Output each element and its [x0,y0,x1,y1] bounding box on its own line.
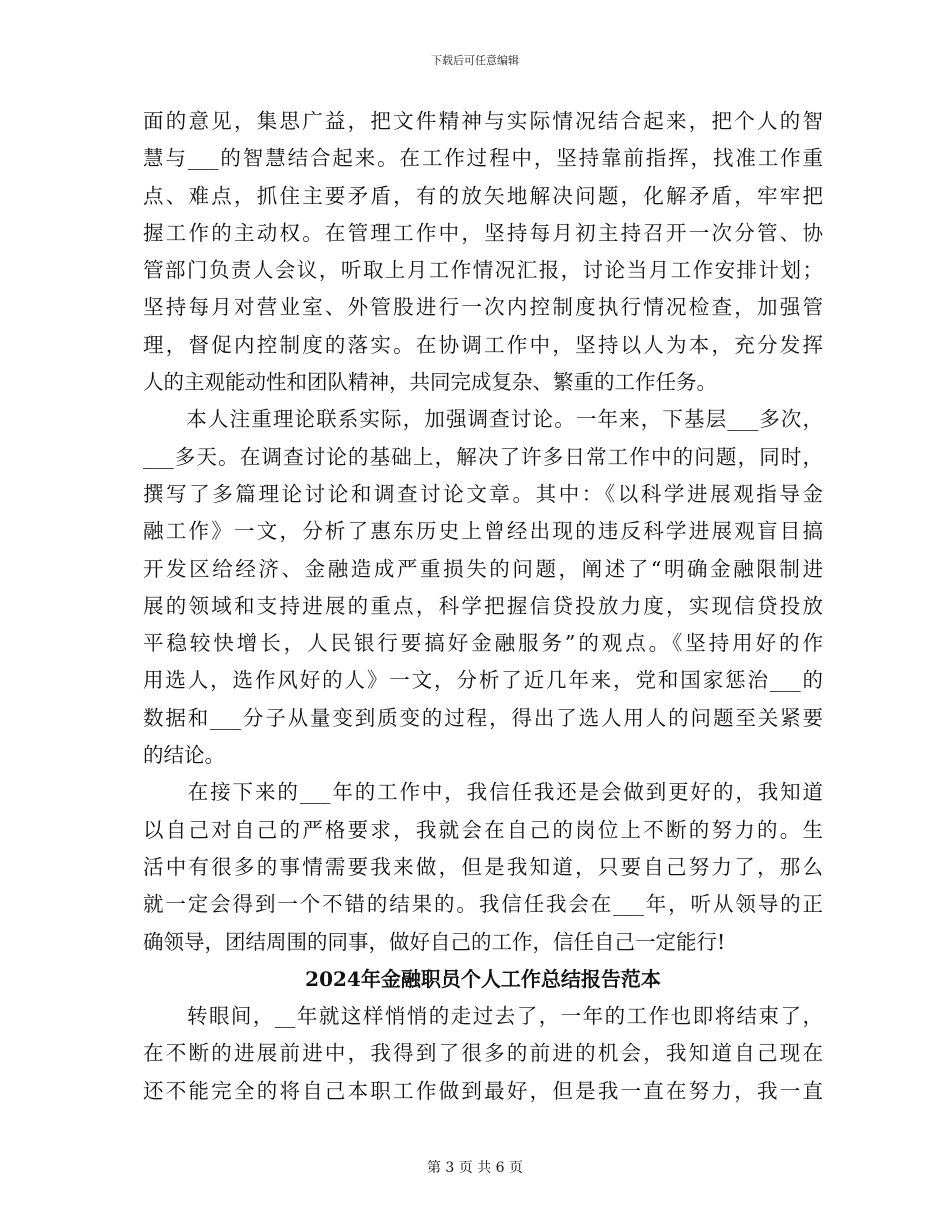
body-line: 慧与___的智慧结合起来。在工作过程中，坚持靠前指挥，找准工作重 [143,146,823,171]
page-number-footer: 第 3 页 共 6 页 [426,1160,524,1176]
paragraph-start-line: 在接下来的___年的工作中，我信任我还是会做到更好的，我知道 [143,780,823,805]
body-line: 用选人，选作风好的人》一文，分析了近几年来，党和国家惩治___的 [143,668,823,693]
body-line: 确领导，团结周围的同事，做好自己的工作，信任自己一定能行! [143,929,726,954]
body-line: 就一定会得到一个不错的结果的。我信任我会在___年，听从领导的正 [143,892,823,917]
body-line: ___多天。在调查讨论的基础上，解决了许多日常工作中的问题，同时， [143,444,823,469]
body-line: 点、难点，抓住主要矛盾，有的放矢地解决问题，化解矛盾，牢牢把 [143,183,823,208]
body-line: 还不能完全的将自己本职工作做到最好，但是我一直在努力，我一直 [143,1078,823,1103]
body-line: 数据和___分子从量变到质变的过程，得出了选人用人的问题至关紧要 [143,705,823,730]
body-line: 活中有很多的事情需要我来做，但是我知道，只要自己努力了，那么 [143,854,823,879]
paragraph-start-line: 本人注重理论联系实际，加强调查讨论。一年来，下基层___多次， [143,407,823,432]
body-line: 以自己对自己的严格要求，我就会在自己的岗位上不断的努力的。生 [143,817,823,842]
body-line: 握工作的主动权。在管理工作中，坚持每月初主持召开一次分管、协 [143,220,823,245]
section-title: 2024年金融职员个人工作总结报告范本 [305,966,661,991]
body-line: 面的意见，集思广益，把文件精神与实际情况结合起来，把个人的智 [143,109,823,133]
body-line: 撰写了多篇理论讨论和调查讨论文章。其中：《以科学进展观指导金 [143,481,823,506]
body-line: 开发区给经济、金融造成严重损失的问题，阐述了“明确金融限制进 [143,556,823,581]
body-line: 管部门负责人会议，听取上月工作情况汇报，讨论当月工作安排计划； [143,258,823,283]
paragraph-start-line: 转眼间，__年就这样悄悄的走过去了，一年的工作也即将结束了， [143,1004,823,1029]
body-line: 坚持每月对营业室、外管股进行一次内控制度执行情况检查，加强管 [143,295,823,320]
body-line: 的结论。 [143,743,225,768]
body-line: 融工作》一文，分析了惠东历史上曾经出现的违反科学进展观盲目搞 [143,519,823,544]
body-line: 理，督促内控制度的落实。在协调工作中，坚持以人为本，充分发挥 [143,332,823,357]
body-line: 平稳较快增长，人民银行要搞好金融服务”的观点。《坚持用好的作 [143,631,823,656]
body-line: 在不断的进展前进中，我得到了很多的前进的机会，我知道自己现在 [143,1041,823,1066]
page-header-note: 下载后可任意编辑 [431,54,519,67]
body-line: 展的领域和支持进展的重点，科学把握信贷投放力度，实现信贷投放 [143,593,823,618]
body-line: 人的主观能动性和团队精神，共同完成复杂、繁重的工作任务。 [143,370,717,395]
document-body [143,103,823,1110]
